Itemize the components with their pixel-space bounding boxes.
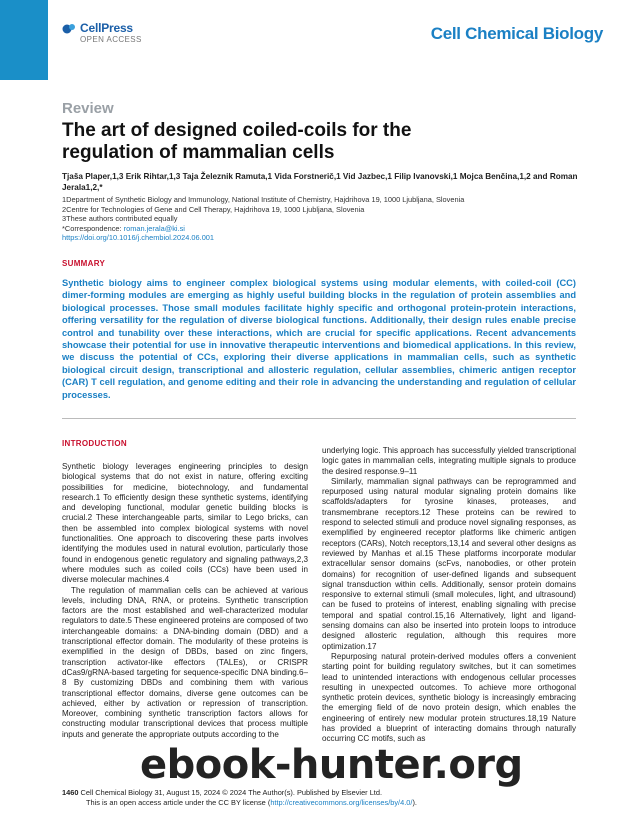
article-title: The art of designed coiled-coils for the regulation of mammalian cells <box>62 120 412 163</box>
correspondence <box>62 224 582 234</box>
paragraph: Repurposing natural protein-derived modules offers a convenient starting point for building regulatory switches, but it can sometimes lead to unintended interactions with endogenous cellular processes resulting in unexpected outcomes. To achieve more orthogonal synthetic protein devices, synthetic biology is increasingly embracing the emerging field of de novo protein design, which enables the engineering of entirely new modular protein structures.18,19 Nature has provided a blueprint of interacting domains through naturally occurring CC motifs, such as <box>322 651 576 744</box>
page-footer <box>62 788 576 808</box>
publisher-name: CellPress <box>80 21 133 35</box>
affiliation-1: 1Department of Synthetic Biology and Immunology, National Institute of Chemistry, Hajdrihova 19, 1000 Ljubljana, Slovenia <box>62 195 465 204</box>
cellpress-logo-icon <box>62 22 76 36</box>
section-divider <box>62 418 576 419</box>
watermark-text: ebook-hunter.org <box>140 742 523 788</box>
paragraph: The regulation of mammalian cells can be achieved at various levels, including DNA, RNA, or proteins. Synthetic transcription factors are the most established and well-characterized modular regulators to date.5 These engineered proteins are composed of two interchangeable domains: a DNA-binding domain (DBD) and a transcriptional effector domain. The modularity of these proteins is exemplified in the design of DBDs, based on zinc fingers, transcription activator-like effectors (TALEs), or CRISPR dCas9/gRNA-based targeting for sequence-specific DNA binding.6–8 By customizing DBDs and combining them with various transcriptional effector domains, diverse gene outcomes can be achieved, either by activation or repression of transcription. Moreover, combining synthetic transcription factors allows for constructing modular transcriptional devices that process multiple inputs and generate the appropriate outputs according to the <box>62 585 308 739</box>
summary-text: Synthetic biology aims to engineer complex biological systems using modular elements, with coiled-coil (CC) dimer-forming modules are emerging as highly useful building blocks in the regulation of protein assemblies and biological processes. Those small modules facilitate highly specific and orthogonal protein-protein interactions, offering versatility for the regulation of diverse biological functions. Additionally, their design rules enable precise control and tunability over these interactions, which are crucial for specific applications. Recent advancements showcase their potential for use in innovative therapeutic interventions and biomedical applications. In this review, we discuss the potential of CCs, exploring their diverse applications in mammalian cells, such as synthetic biological circuit design, transcriptional and allosteric regulation, cellular assemblies, chimeric antigen receptor (CAR) T cell regulation, and genome editing and their role in advancing the understanding and regulation of cellular processes. <box>62 278 576 400</box>
license-link[interactable]: http://creativecommons.org/licenses/by/4.0/ <box>270 798 413 807</box>
correspondence-label: *Correspondence: <box>62 223 124 233</box>
summary-heading: SUMMARY <box>62 259 106 268</box>
license-prefix: This is an open access article under the CC BY license ( <box>86 798 271 807</box>
license-suffix: ). <box>412 798 417 807</box>
paragraph: Similarly, mammalian signal pathways can be reprogrammed and repurposed using natural modular signaling protein domains like scaffolds/adapters for tyrosine kinases, proteases, and transmembrane receptors.12 These proteins can be rewired to respond to selected stimuli and produce novel signaling responses, as exemplified by engineered receptor platforms like chimeric antigen receptors (CARs), Notch receptors,13,14 and several other designs as reviewed by Manhas et al.15 These platforms incorporate modular extracellular sensor domains (scFvs, nanobodies, or other protein domains) for recognition of user-defined ligands and subsequent signal transduction within cells. Additionally, sensor protein domains responsive to external stimuli (small molecules, light, and ultrasound) can be fused to proteins of interest, enabling signaling with precise temporal and spatial control.15,16 Alternatively, light and ligand-sensing domains can also be inserted into protein loops to introduce designed allosteric regulation, although this requires more optimization.17 <box>322 476 576 651</box>
page-number: 1460 <box>62 788 79 797</box>
journal-title[interactable]: Cell Chemical Biology <box>430 24 603 43</box>
doi-link[interactable]: https://doi.org/10.1016/j.chembiol.2024.06.001 <box>62 233 215 243</box>
side-color-tab <box>0 0 48 80</box>
affiliation-3: 3These authors contributed equally <box>62 214 178 224</box>
open-access-label: OPEN ACCESS <box>80 35 142 44</box>
cellpress-logo[interactable] <box>62 22 142 45</box>
footer-citation: Cell Chemical Biology 31, August 15, 2024 © 2024 The Author(s). Published by Elsevier Ltd. <box>78 788 383 797</box>
paragraph: Synthetic biology leverages engineering principles to design biological systems that do not exist in nature, offering exciting possibilities for medicine, biotechnology, and fundamental research.1 To efficiently design these synthetic systems, identifying and developing functional, modular genetic building blocks is crucial.2 These interchangeable parts, similar to Lego bricks, can then be assembled into complex biological systems with novel functionalities. One approach to discovering these parts involves identifying the modules used in natural evolution, particularly those found in endogenous genetic regulatory and signaling pathways,2,3 where modules such as coiled coils (CCs) have been used in diverse molecular machines.4 <box>62 462 308 585</box>
correspondence-email-link[interactable]: roman.jerala@ki.si <box>123 223 185 233</box>
article-type: Review <box>62 100 114 117</box>
body-column-left <box>62 462 308 740</box>
author-list: Tjaša Plaper,1,3 Erik Rihtar,1,3 Taja Železnik Ramuta,1 Vida Forstnerič,1 Vid Jazbec,1 Filip Ivanovski,1 Mojca Benčina,1,2 and Roman Jerala1,2,* <box>62 172 578 192</box>
body-column-right <box>322 446 576 745</box>
affiliation-2: 2Centre for Technologies of Gene and Cell Therapy, Hajdrihova 19, 1000 Ljubljana, Slovenia <box>62 204 365 214</box>
affiliations <box>62 195 582 243</box>
introduction-heading: INTRODUCTION <box>62 439 127 448</box>
paragraph: underlying logic. This approach has successfully yielded transcriptional logic gates in mammalian cells, integrating multiple signals to produce the desired response.9–11 <box>322 446 576 476</box>
